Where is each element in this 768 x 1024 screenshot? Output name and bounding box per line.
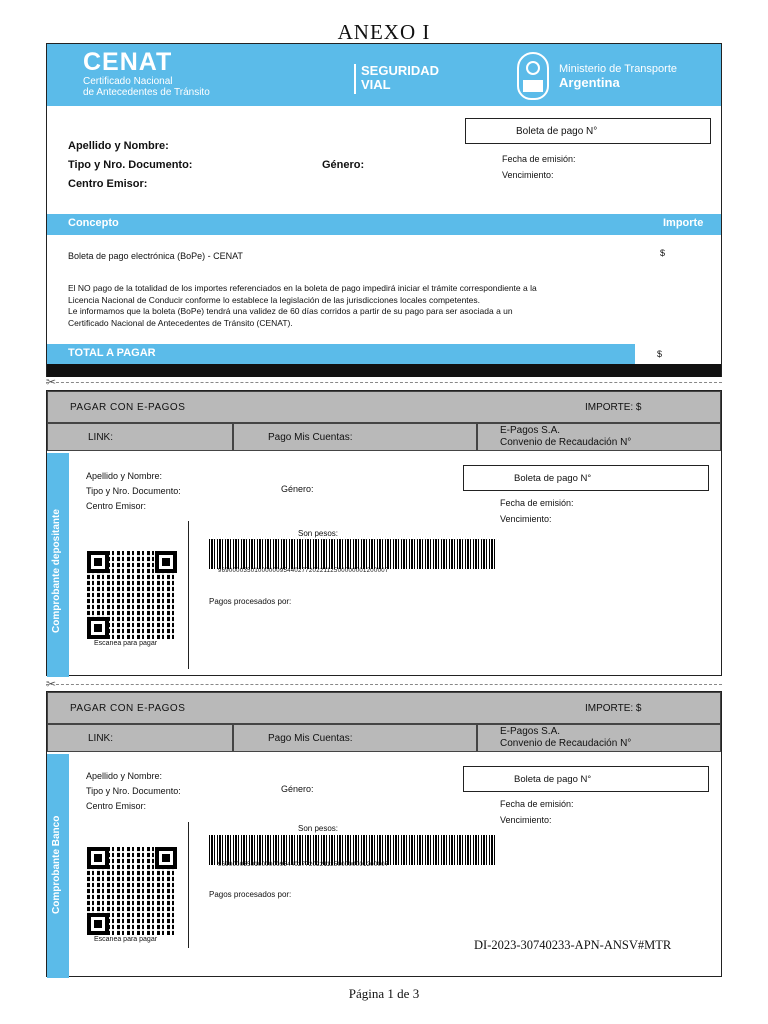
boleta-number-box: Boleta de pago N° (463, 465, 709, 491)
divider (188, 822, 189, 948)
pay-header: PAGAR CON E-PAGOS IMPORTE: $ (47, 391, 721, 423)
side-tab: Comprobante depositante (47, 453, 69, 677)
scissors-icon: ✂ (46, 677, 57, 691)
due-date-label: Vencimiento: (500, 514, 552, 524)
validity-note: El NO pago de la totalidad de los importes referenciados en la boleta de pago impedirá iniciar el trámite correspondiente a la Licencia Nacional de Conducir conforme lo establece la legislación de las jurisdicciones locales competentes. Le informamos que la boleta (BoPe) tendrá una validez de 60 días corridos a partir de su pago para ser asociada a un Certificado Nacional de Antecedentes de Tránsito (CENAT). (68, 283, 537, 328)
boleta-number-box: Boleta de pago N° (463, 766, 709, 792)
qr-code (87, 847, 177, 935)
name-label: Apellido y Nombre: (68, 140, 169, 152)
total-bar: TOTAL A PAGAR (47, 344, 635, 364)
due-date-label: Vencimiento: (502, 170, 554, 180)
processed-by-label: Pagos procesados por: (209, 890, 292, 899)
scan-caption: Escanea para pagar (94, 640, 158, 647)
epagos-cell: E-Pagos S.A. Convenio de Recaudación N° (477, 724, 721, 752)
pago-mis-cuentas-cell: Pago Mis Cuentas: (233, 724, 477, 752)
concept-item: Boleta de pago electrónica (BoPe) - CENAT (68, 251, 243, 261)
link-cell: LINK: (47, 423, 233, 451)
processed-by-label: Pagos procesados por: (209, 597, 292, 606)
cut-line (46, 684, 722, 685)
recipient-block: Apellido y Nombre: Tipo y Nro. Documento: Centro Emisor: (86, 471, 181, 511)
barcode-number: 96900003501000000954402772022112500000001200007 (218, 568, 389, 574)
scissors-icon: ✂ (46, 375, 57, 389)
gender-label: Género: (281, 484, 314, 494)
due-date-label: Vencimiento: (500, 815, 552, 825)
epagos-cell: E-Pagos S.A. Convenio de Recaudación N° (477, 423, 721, 451)
coat-of-arms-icon (517, 52, 549, 100)
barcode (209, 835, 495, 865)
black-stripe (47, 364, 721, 377)
pago-mis-cuentas-cell: Pago Mis Cuentas: (233, 423, 477, 451)
recipient-block: Apellido y Nombre: Tipo y Nro. Documento: Centro Emisor: (86, 771, 181, 811)
qr-code (87, 551, 177, 639)
boleta-number-box: Boleta de pago N° (465, 118, 711, 144)
scan-caption: Escanea para pagar (94, 936, 158, 943)
document-reference: DI-2023-30740233-APN-ANSV#MTR (474, 938, 672, 952)
coupon-bank (46, 691, 722, 977)
gender-label: Género: (281, 784, 314, 794)
page-title: ANEXO I (337, 20, 431, 44)
total-amount: $ (657, 349, 663, 359)
son-pesos-label: Son pesos: (298, 529, 339, 538)
brand-subtitle: Certificado Nacional de Antecedentes de Tránsito (83, 76, 210, 98)
seguridad-vial-logo: SEGURIDAD VIAL (361, 63, 440, 92)
issuing-center-label: Centro Emisor: (68, 178, 148, 190)
issue-date-label: Fecha de emisión: (500, 498, 574, 508)
concept-amount: $ (660, 248, 666, 258)
cenat-main-card (46, 43, 722, 377)
divider (188, 521, 189, 669)
side-tab: Comprobante Banco (47, 754, 69, 978)
divider (354, 64, 356, 94)
issue-date-label: Fecha de emisión: (502, 154, 576, 164)
gender-label: Género: (322, 159, 365, 171)
brand-logo: CENAT (83, 48, 173, 76)
document-label: Tipo y Nro. Documento: (68, 159, 193, 171)
son-pesos-label: Son pesos: (298, 824, 339, 833)
ministry-label: Ministerio de Transporte Argentina (559, 63, 677, 90)
concept-header: Concepto Importe (47, 214, 721, 235)
barcode (209, 539, 495, 569)
header-banner (47, 44, 721, 106)
link-cell: LINK: (47, 724, 233, 752)
coupon-depositor (46, 390, 722, 676)
cut-line (46, 382, 722, 383)
page-number: Página 1 de 3 (348, 986, 420, 1001)
pay-header: PAGAR CON E-PAGOS IMPORTE: $ (47, 692, 721, 724)
issue-date-label: Fecha de emisión: (500, 799, 574, 809)
barcode-number: 96900003501000000954402772022112500000001200007 (218, 862, 389, 868)
